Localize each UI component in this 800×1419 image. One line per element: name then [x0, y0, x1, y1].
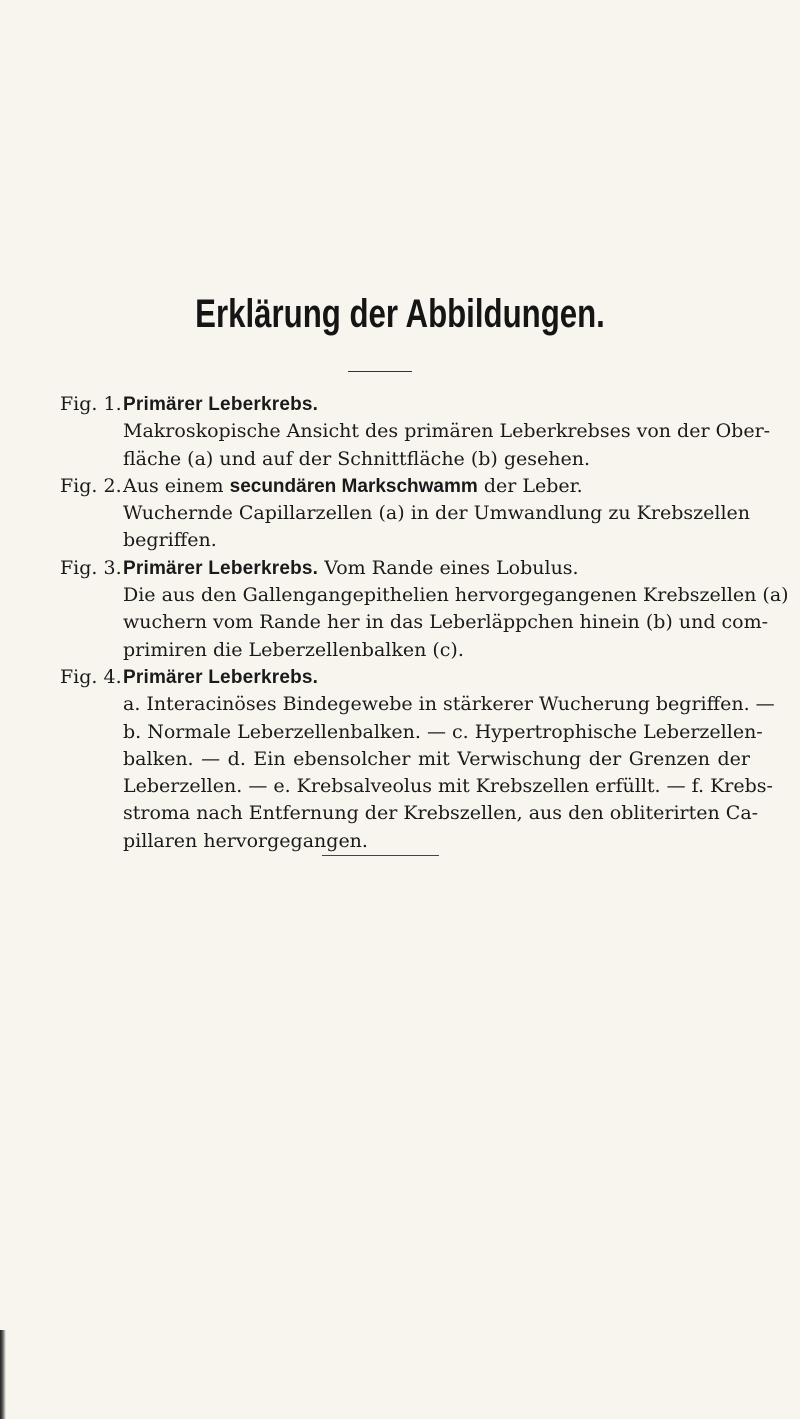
figure-text-line: primiren die Leberzellenbalken (c). — [123, 638, 464, 661]
figure-text-line: fläche (a) und auf der Schnittfläche (b) gesehen. — [123, 447, 591, 470]
figure-heading: Primärer Leberkrebs. — [123, 666, 319, 688]
figure-heading: Primärer Leberkrebs. — [123, 394, 319, 415]
figure-text-line: Makroskopische Ansicht des primären Leberkrebses von der Ober- — [123, 420, 771, 443]
page-title: Erklärung der Abbildungen. — [195, 292, 605, 336]
figure-heading-after: Vom Rande eines Lobulus. — [324, 556, 579, 579]
figure-text-line: begriffen. — [123, 529, 217, 552]
figure-label: Fig. 1. — [60, 393, 122, 415]
scan-edge-shadow — [0, 1330, 6, 1419]
figure-intro-before: Aus einem — [123, 474, 224, 497]
figure-entry-1 — [60, 391, 771, 473]
figure-entry-4 — [60, 664, 775, 855]
figure-heading: secundären Markschwamm — [229, 475, 478, 497]
figure-label: Fig. 2. — [60, 474, 122, 497]
figure-heading-line — [123, 473, 750, 500]
figure-intro-after: der Leber. — [483, 474, 583, 497]
figure-heading: Primärer Leberkrebs. — [123, 557, 319, 579]
figure-list — [60, 391, 789, 855]
figure-label: Fig. 4. — [60, 665, 122, 688]
figure-entry-3 — [60, 555, 789, 664]
figure-text-line: b. Normale Leberzellenbalken. — c. Hypertrophische Leberzellen- — [123, 720, 763, 743]
closing-divider — [322, 855, 439, 856]
figure-text-line: balken. — d. Ein ebensolcher mit Verwischung der Grenzen der — [123, 747, 750, 770]
figure-text-line: Die aus den Gallengangepithelien hervorgegangenen Krebszellen (a) — [123, 584, 789, 607]
figure-text-line: stroma nach Entfernung der Krebszellen, aus den obliterirten Ca- — [123, 802, 759, 825]
figure-text-line: pillaren hervorgegangen. — [123, 829, 368, 852]
figure-text-line: a. Interacinöses Bindegewebe in stärkerer Wucherung begriffen. — — [123, 693, 775, 716]
figure-text-line: Leberzellen. — e. Krebsalveolus mit Krebszellen erfüllt. — f. Krebs- — [123, 775, 773, 798]
figure-label: Fig. 3. — [60, 556, 122, 579]
title-divider — [348, 371, 412, 372]
figure-heading-line — [123, 555, 750, 582]
figure-text-line: Wuchernde Capillarzellen (a) in der Umwandlung zu Krebszellen — [123, 502, 750, 525]
figure-entry-2 — [60, 473, 750, 555]
figure-text-line: wuchern vom Rande her in das Leberläppchen hinein (b) und com- — [123, 611, 769, 634]
